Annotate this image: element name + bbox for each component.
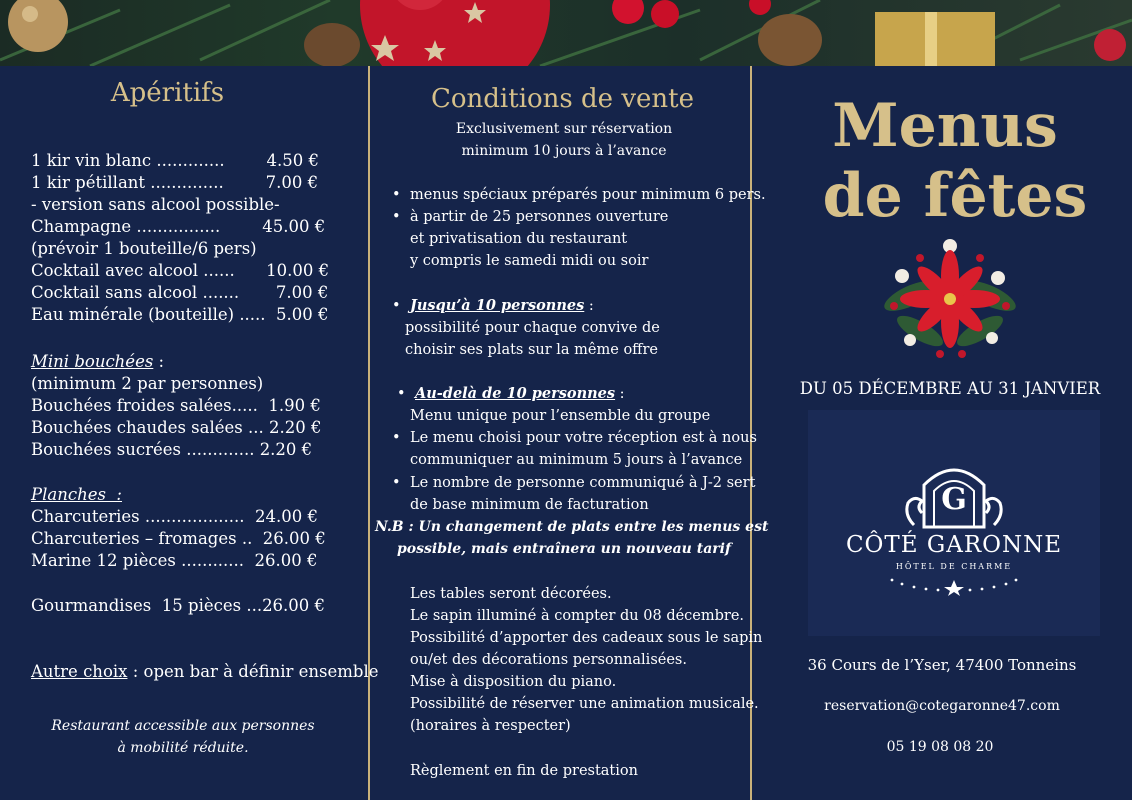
hotel-phone[interactable]: 05 19 08 08 20 bbox=[886, 739, 994, 755]
hotel-email[interactable]: reservation@cotegaronne47.com bbox=[824, 698, 1060, 714]
pinecone-icon bbox=[304, 23, 360, 66]
mini-bouchee-item: Bouchées froides salées..... 1.90 € bbox=[31, 396, 321, 415]
jusqua-label: Jusqu’à 10 personnes bbox=[410, 297, 585, 314]
autre-choix-text: : open bar à définir ensemble bbox=[127, 662, 379, 681]
logo-name: CÔTÉ GARONNE bbox=[845, 532, 1063, 558]
decoration-line: Les tables seront décorées. bbox=[410, 586, 612, 602]
christmas-banner-image bbox=[0, 0, 1132, 66]
aperitif-item: 1 kir pétillant .............. 7.00 € bbox=[31, 173, 319, 192]
audela-text: Menu unique pour l’ensemble du groupe bbox=[410, 408, 711, 424]
logo-letter: G bbox=[941, 482, 967, 517]
accessibility-note-line1: Restaurant accessible aux personnes bbox=[51, 718, 315, 734]
menu-choisi-text: communiquer au minimum 5 jours à l’avance bbox=[410, 452, 743, 468]
aperitif-item: Cocktail avec alcool ...... 10.00 € bbox=[31, 261, 330, 280]
conditions-subtitle-1: Exclusivement sur réservation bbox=[455, 121, 673, 137]
aperitif-item: (prévoir 1 bouteille/6 pers) bbox=[31, 239, 257, 258]
menus-title-line2: de fêtes bbox=[822, 161, 1088, 231]
aperitif-item: Eau minérale (bouteille) ..... 5.00 € bbox=[31, 305, 329, 324]
decoration-line: ou/et des décorations personnalisées. bbox=[410, 652, 687, 668]
decoration-line: Le sapin illuminé à compter du 08 décembre. bbox=[410, 608, 745, 624]
logo-dots-icon bbox=[884, 574, 1024, 596]
aperitif-item: Champagne ................ 45.00 € bbox=[31, 217, 326, 236]
aperitifs-title: Apéritifs bbox=[110, 78, 225, 108]
mini-bouchees-label: Mini bouchées bbox=[31, 352, 154, 371]
dates-banner: DU 05 DÉCEMBRE AU 31 JANVIER bbox=[799, 379, 1101, 398]
audela-colon: : bbox=[615, 386, 625, 402]
jusqua-text-2: choisir ses plats sur la même offre bbox=[405, 342, 658, 358]
condition-menu-choisi: • Le menu choisi pour votre réception est à nous bbox=[410, 427, 757, 449]
gold-ornament-icon bbox=[8, 0, 68, 52]
aperitif-item: 1 kir vin blanc ............. 4.50 € bbox=[31, 151, 320, 170]
planche-item: Charcuteries – fromages .. 26.00 € bbox=[31, 529, 326, 548]
column-divider-left bbox=[368, 66, 370, 800]
nb-note-line1: N.B : Un changement de plats entre les menus est bbox=[375, 519, 769, 535]
jusqua-text-1: possibilité pour chaque convive de bbox=[405, 320, 660, 336]
menus-title-line1: Menus bbox=[832, 91, 1058, 161]
logo-tagline: HÔTEL DE CHARME bbox=[895, 562, 1013, 571]
condition-bullet-25-pers: • à partir de 25 personnes ouverture bbox=[410, 206, 668, 228]
poinsettia-bouquet-icon bbox=[880, 236, 1020, 362]
reglement-line: Règlement en fin de prestation bbox=[410, 763, 638, 779]
autre-choix-line bbox=[31, 661, 379, 683]
condition-samedi: y compris le samedi midi ou soir bbox=[410, 253, 649, 269]
jusqua-colon: : bbox=[584, 298, 594, 314]
banner-decorations bbox=[0, 0, 1132, 66]
nb-note-line2: possible, mais entraînera un nouveau tarif bbox=[396, 541, 731, 557]
gourmandises-line: Gourmandises 15 pièces ...26.00 € bbox=[31, 596, 326, 615]
condition-au-dela-10 bbox=[415, 383, 625, 405]
conditions-title: Conditions de vente bbox=[431, 84, 694, 114]
mini-bouchee-item: Bouchées chaudes salées ... 2.20 € bbox=[31, 418, 322, 437]
condition-privatisation: et privatisation du restaurant bbox=[410, 231, 628, 247]
nombre-personne-text: de base minimum de facturation bbox=[410, 497, 649, 513]
mini-bouchee-item: Bouchées sucrées ............. 2.20 € bbox=[31, 440, 313, 459]
condition-bullet-min-6: • menus spéciaux préparés pour minimum 6 pers. bbox=[410, 184, 766, 206]
audela-label: Au-delà de 10 personnes bbox=[415, 385, 616, 402]
planche-item: Charcuteries ................... 24.00 € bbox=[31, 507, 319, 526]
mini-bouchees-colon: : bbox=[153, 352, 165, 371]
aperitif-item: - version sans alcool possible- bbox=[31, 195, 280, 214]
decoration-line: Possibilité de réserver une animation musicale. bbox=[410, 696, 759, 712]
conditions-subtitle-2: minimum 10 jours à l’avance bbox=[461, 143, 667, 159]
aperitif-item: Cocktail sans alcool ....... 7.00 € bbox=[31, 283, 329, 302]
accessibility-note-line2: à mobilité réduite. bbox=[117, 740, 249, 756]
decoration-line: Possibilité d’apporter des cadeaux sous le sapin bbox=[410, 630, 763, 646]
decoration-line: (horaires à respecter) bbox=[410, 718, 571, 734]
mini-bouchees-heading bbox=[31, 351, 164, 373]
hotel-address: 36 Cours de l’Yser, 47400 Tonneins bbox=[807, 656, 1077, 674]
decoration-line: Mise à disposition du piano. bbox=[410, 674, 617, 690]
condition-jusqua-10 bbox=[410, 295, 594, 317]
planche-item: Marine 12 pièces ............ 26.00 € bbox=[31, 551, 318, 570]
planches-heading: Planches : bbox=[31, 485, 122, 504]
autre-choix-label: Autre choix bbox=[31, 662, 128, 681]
mini-bouchee-item: (minimum 2 par personnes) bbox=[31, 374, 264, 393]
condition-nombre-personne: • Le nombre de personne communiqué à J-2 sert bbox=[410, 472, 755, 494]
hotel-logo bbox=[808, 410, 1100, 636]
